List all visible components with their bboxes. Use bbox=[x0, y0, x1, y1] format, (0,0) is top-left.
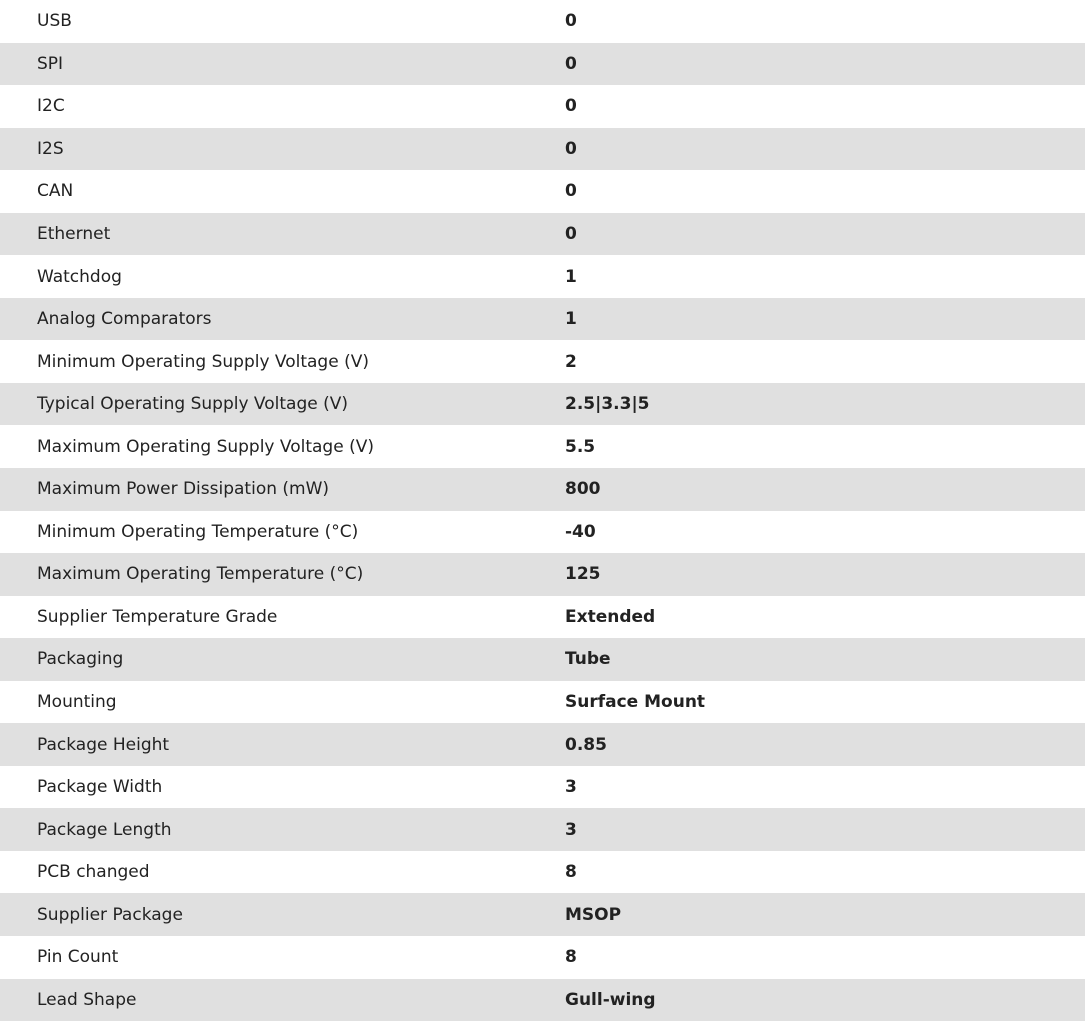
spec-row-package-height bbox=[0, 723, 1085, 766]
spec-row-pin-count bbox=[0, 936, 1085, 979]
spec-value: 8 bbox=[565, 947, 577, 968]
spec-label: I2C bbox=[37, 96, 65, 117]
spec-label: Maximum Operating Supply Voltage (V) bbox=[37, 436, 374, 457]
spec-value: 8 bbox=[565, 862, 577, 883]
spec-label: CAN bbox=[37, 181, 74, 202]
spec-label: Ethernet bbox=[37, 224, 111, 244]
spec-row-max-supply-voltage bbox=[0, 425, 1085, 468]
spec-label: Minimum Operating Temperature (°C) bbox=[37, 521, 359, 542]
spec-label: Watchdog bbox=[37, 266, 122, 287]
spec-value: MSOP bbox=[565, 904, 622, 925]
spec-row-lead-shape bbox=[0, 979, 1085, 1021]
spec-value: 800 bbox=[565, 479, 601, 500]
spec-label: Package Width bbox=[37, 777, 163, 798]
spec-row-packaging bbox=[0, 638, 1085, 681]
spec-value: 0 bbox=[565, 53, 577, 74]
spec-row-max-power-dissipation bbox=[0, 468, 1085, 511]
spec-label: PCB changed bbox=[37, 862, 150, 883]
spec-value: 0 bbox=[565, 224, 577, 244]
spec-label: Maximum Operating Temperature (°C) bbox=[37, 564, 364, 585]
spec-row-analog-comparators bbox=[0, 298, 1085, 341]
spec-value: 0 bbox=[565, 181, 577, 202]
spec-row-min-supply-voltage bbox=[0, 340, 1085, 383]
spec-label: USB bbox=[37, 11, 72, 32]
spec-label: Lead Shape bbox=[37, 989, 137, 1010]
spec-row-max-operating-temp bbox=[0, 553, 1085, 596]
spec-row-package-width bbox=[0, 766, 1085, 809]
spec-value: Surface Mount bbox=[565, 692, 706, 713]
spec-label: Pin Count bbox=[37, 947, 119, 968]
spec-label: Minimum Operating Supply Voltage (V) bbox=[37, 351, 369, 372]
spec-label: Maximum Power Dissipation (mW) bbox=[37, 479, 330, 500]
spec-label: Supplier Package bbox=[37, 904, 183, 925]
spec-row-temp-grade bbox=[0, 596, 1085, 639]
spec-label: Mounting bbox=[37, 692, 117, 713]
spec-label: Typical Operating Supply Voltage (V) bbox=[37, 394, 348, 415]
spec-value: 2.5|3.3|5 bbox=[565, 394, 650, 415]
spec-row-can bbox=[0, 170, 1085, 213]
spec-row-spi bbox=[0, 43, 1085, 86]
spec-value: 0.85 bbox=[565, 734, 607, 755]
spec-row-pcb-changed bbox=[0, 851, 1085, 894]
spec-row-min-operating-temp bbox=[0, 511, 1085, 554]
spec-value: Gull-wing bbox=[565, 989, 656, 1010]
spec-row-ethernet bbox=[0, 213, 1085, 256]
spec-value: 3 bbox=[565, 777, 577, 798]
spec-value: 0 bbox=[565, 96, 577, 117]
spec-label: Packaging bbox=[37, 649, 124, 670]
spec-label: Supplier Temperature Grade bbox=[37, 606, 278, 627]
spec-row-package-length bbox=[0, 808, 1085, 851]
spec-value: 2 bbox=[565, 351, 577, 372]
spec-label: Package Height bbox=[37, 734, 170, 755]
spec-row-mounting bbox=[0, 681, 1085, 724]
spec-row-i2s bbox=[0, 128, 1085, 171]
spec-value: Tube bbox=[565, 649, 611, 670]
spec-row-watchdog bbox=[0, 255, 1085, 298]
spec-label: SPI bbox=[37, 53, 64, 74]
spec-value: 1 bbox=[565, 309, 577, 330]
spec-value: -40 bbox=[565, 521, 596, 542]
spec-value: 125 bbox=[565, 564, 601, 585]
spec-value: 0 bbox=[565, 11, 577, 32]
spec-value: 5.5 bbox=[565, 436, 596, 457]
spec-value: 3 bbox=[565, 819, 577, 840]
spec-value: 0 bbox=[565, 138, 577, 159]
spec-label: I2S bbox=[37, 138, 64, 159]
spec-value: Extended bbox=[565, 606, 656, 627]
spec-value: 1 bbox=[565, 266, 577, 287]
spec-label: Package Length bbox=[37, 819, 172, 840]
spec-row-usb bbox=[0, 0, 1085, 43]
spec-row-i2c bbox=[0, 85, 1085, 128]
spec-row-supplier-package bbox=[0, 893, 1085, 936]
spec-label: Analog Comparators bbox=[37, 309, 212, 330]
spec-row-typ-supply-voltage bbox=[0, 383, 1085, 426]
